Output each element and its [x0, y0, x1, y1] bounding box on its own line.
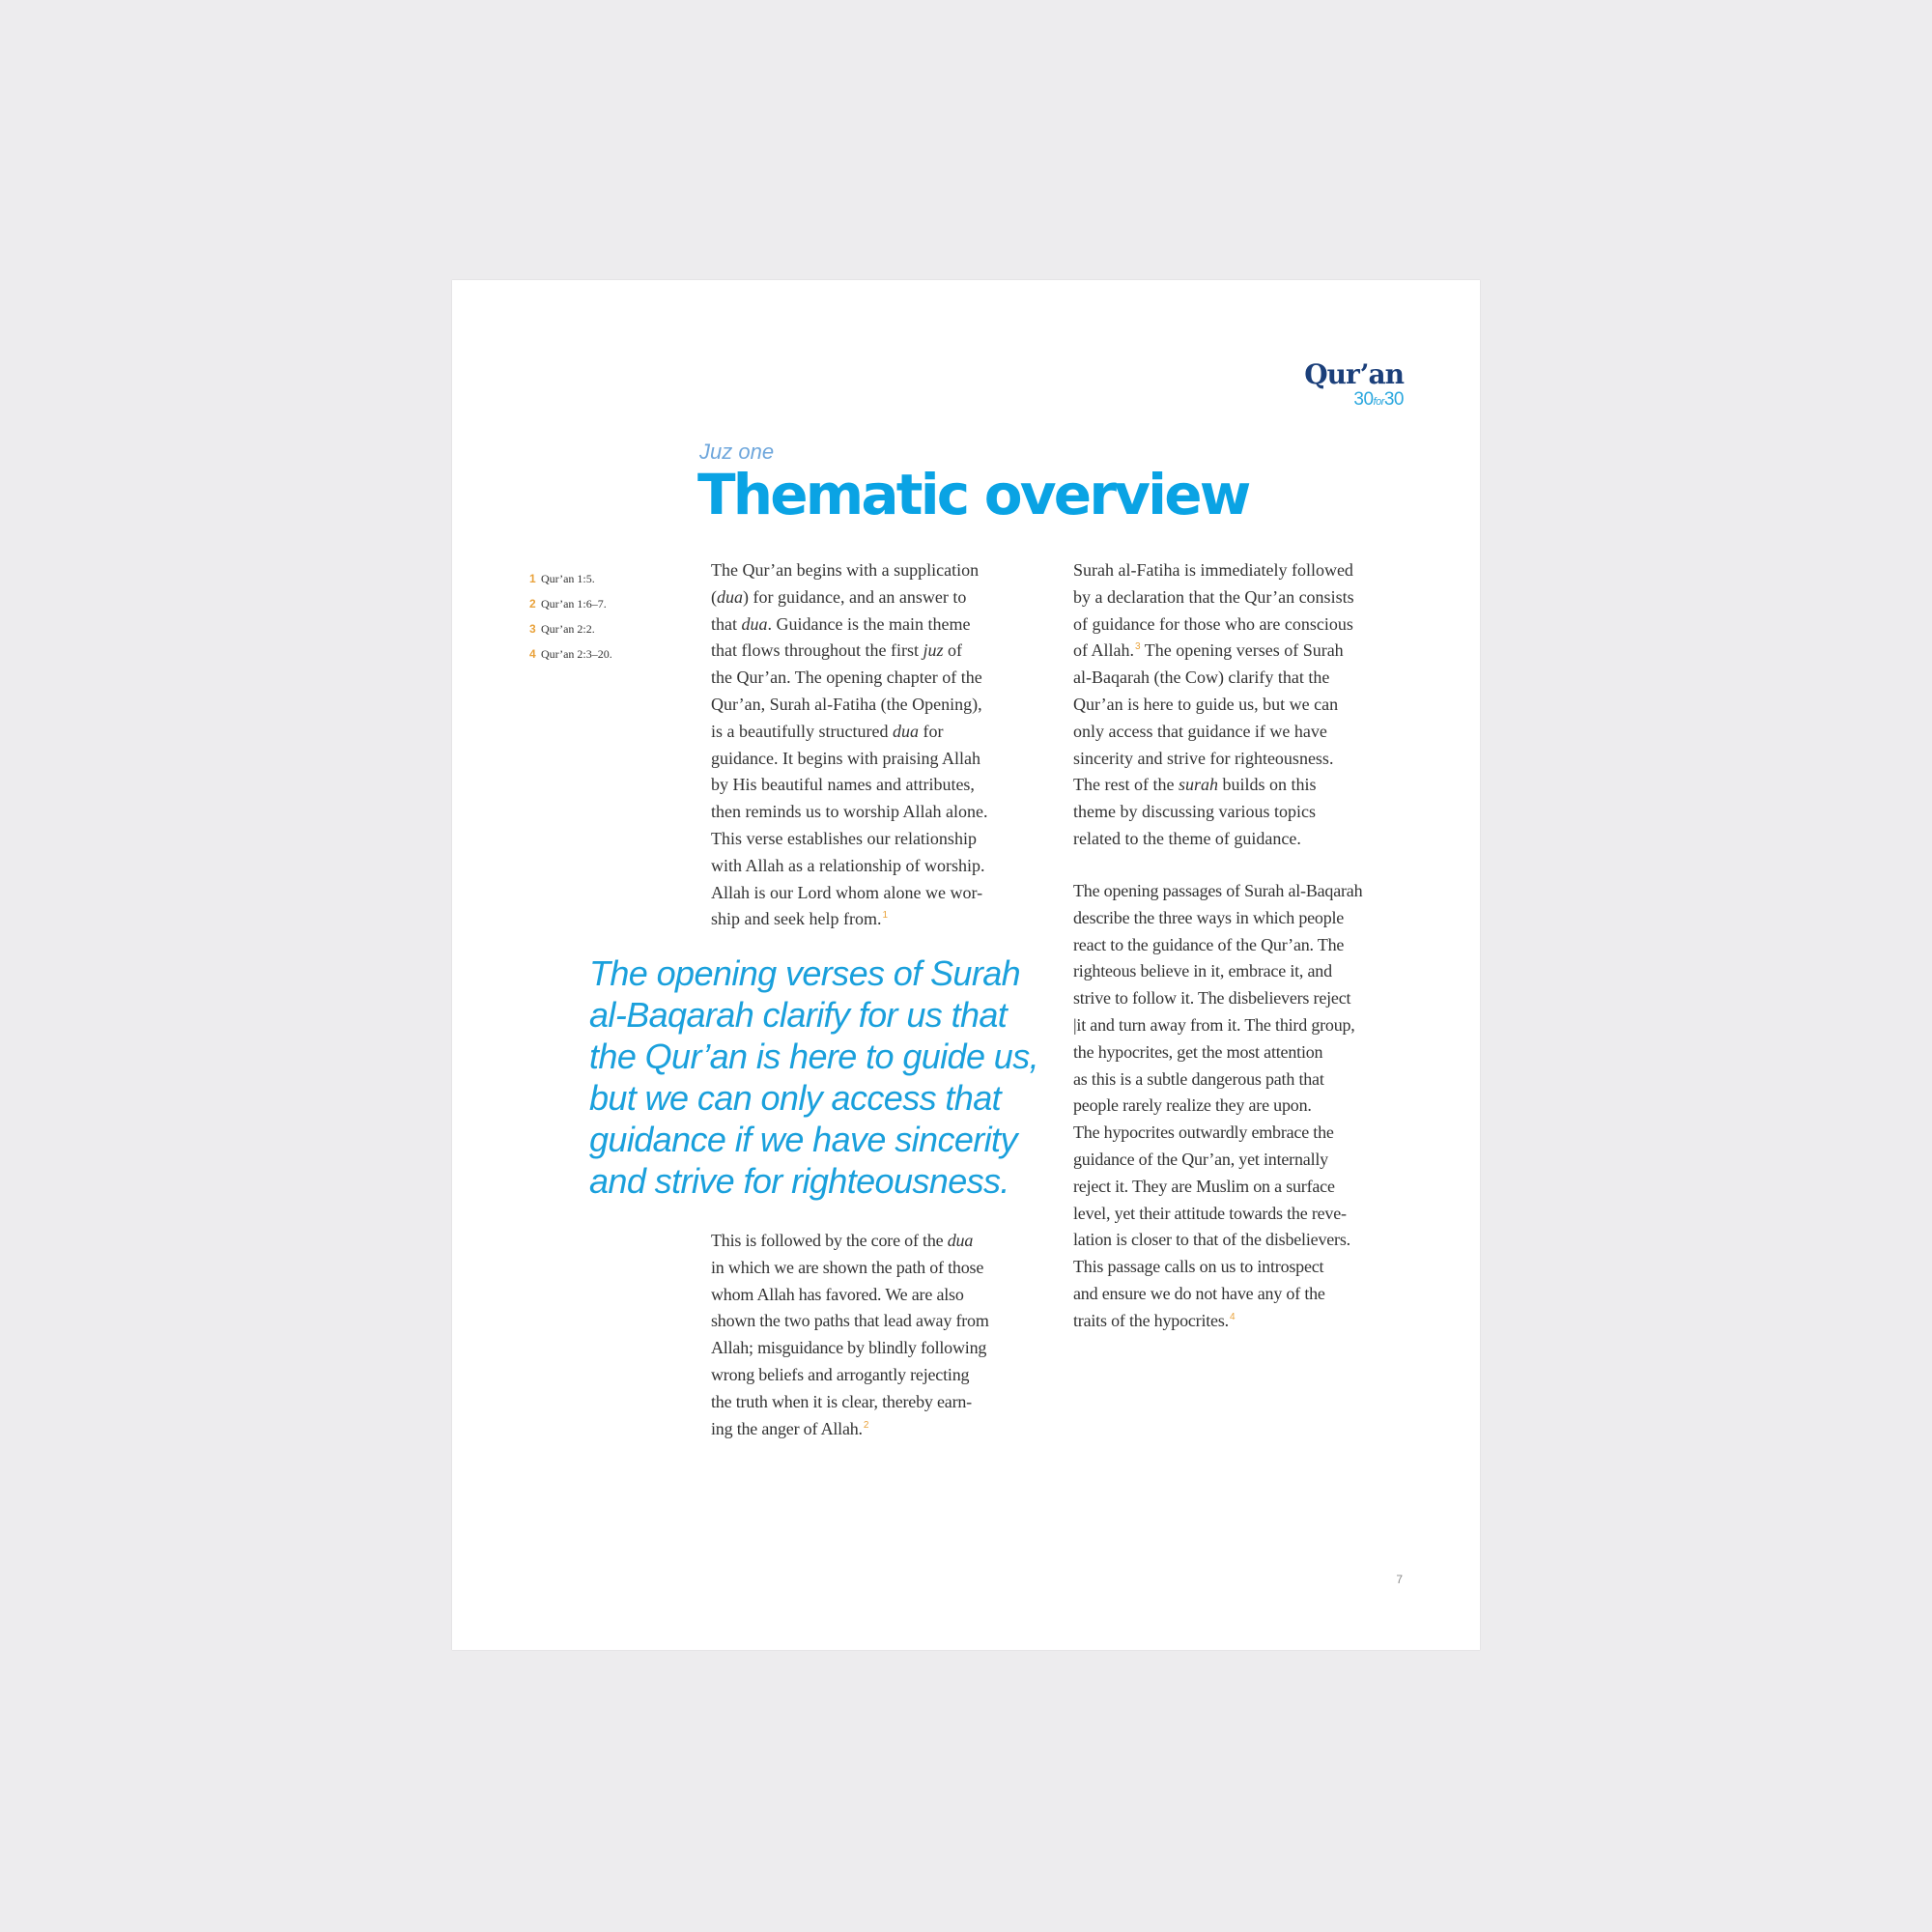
footnote-item [529, 641, 612, 667]
body-paragraph: The opening passages of Surah al-Baqarah describe the three ways in which people react to the guidance of the Qur’an. The righteous believe in it, embrace it, and strive to follow it. The disbelievers reject |it and turn away from it. The third group, the hypocrites, get the most attention as this is a subtle dangerous path that people rarely realize they are upon. The hypocrites outwardly embrace the guidance of the Qur’an, yet internally reject it. They are Muslim on a surface level, yet their attitude towards the reve- lation is closer to that of the disbelievers. This passage calls on us to introspect and ensure we do not have any of the traits of the hypocrites.$^4$ [1073, 881, 1363, 1330]
page-number: 7 [1396, 1573, 1403, 1586]
body-paragraph: The Qur’an begins with a supplication (dua) for guidance, and an answer to that dua. Guidance is the main theme that flows throughout the first juz of the Qur’an. The opening chapter of the Qur’an, Surah al-Fatiha (the Opening), is a beautifully structured dua for guidance. It begins with praising Allah by His beautiful names and attributes, then reminds us to worship Allah alone. This verse establishes our relationship with Allah as a relationship of worship. Allah is our Lord whom alone we wor- ship and seek help from.$^1$ [711, 560, 988, 929]
footnote-number: 4 [529, 647, 536, 661]
footnote-text: Qur’an 2:2. [541, 622, 595, 636]
logo-wordmark: Qur’an [1304, 358, 1404, 390]
page-title: Thematic overview [697, 462, 1249, 527]
footnote-marker[interactable]: 4 [1229, 1311, 1236, 1322]
footnote-marker[interactable]: 1 [882, 910, 889, 922]
footnote-text: Qur’an 1:5. [541, 572, 595, 585]
left-column-paragraph-2 [711, 1228, 989, 1442]
footnote-text: Qur’an 2:3–20. [541, 647, 612, 661]
footnotes-list [529, 566, 612, 667]
body-paragraph: This is followed by the core of the dua in which we are shown the path of those whom Allah has favored. We are also shown the two paths that lead away from Allah; misguidance by blindly following wrong beliefs and arrogantly rejecting the truth when it is clear, thereby earn- ing the anger of Allah.$^2$ [711, 1231, 989, 1438]
footnote-text: Qur’an 1:6–7. [541, 597, 607, 611]
pull-quote: The opening verses of Surah al-Baqarah clarify for us that the Qur’an is here to guide us, but we can only access that guidance if we have sincerity and strive for righteousness. [589, 953, 1039, 1201]
footnote-marker[interactable]: 2 [863, 1419, 869, 1431]
right-column-paragraph-1 [1073, 557, 1354, 853]
right-column-paragraph-2 [1073, 878, 1362, 1335]
footnote-item [529, 566, 612, 591]
footnote-item [529, 591, 612, 616]
footnote-marker[interactable]: 3 [1135, 641, 1141, 653]
footnote-number: 1 [529, 572, 536, 585]
body-paragraph: Surah al-Fatiha is immediately followed by a declaration that the Qur’an consists of guidance for those who are conscious of Allah.$^3$ The opening verses of Surah al-Baqarah (the Cow) clarify that the Qur’an is here to guide us, but we can only access that guidance if we have sincerity and strive for righteousness. The rest of the surah builds on this theme by discussing various topics related to the theme of guidance. [1073, 560, 1354, 848]
footnote-item [529, 616, 612, 641]
footnote-number: 3 [529, 622, 536, 636]
footnote-number: 2 [529, 597, 536, 611]
logo-subtitle: 30for30 [1353, 389, 1404, 410]
left-column-paragraph-1 [711, 557, 987, 933]
document-page [452, 280, 1480, 1650]
section-kicker: Juz one [699, 440, 775, 464]
quran-30-for-30-logo [1304, 358, 1404, 410]
